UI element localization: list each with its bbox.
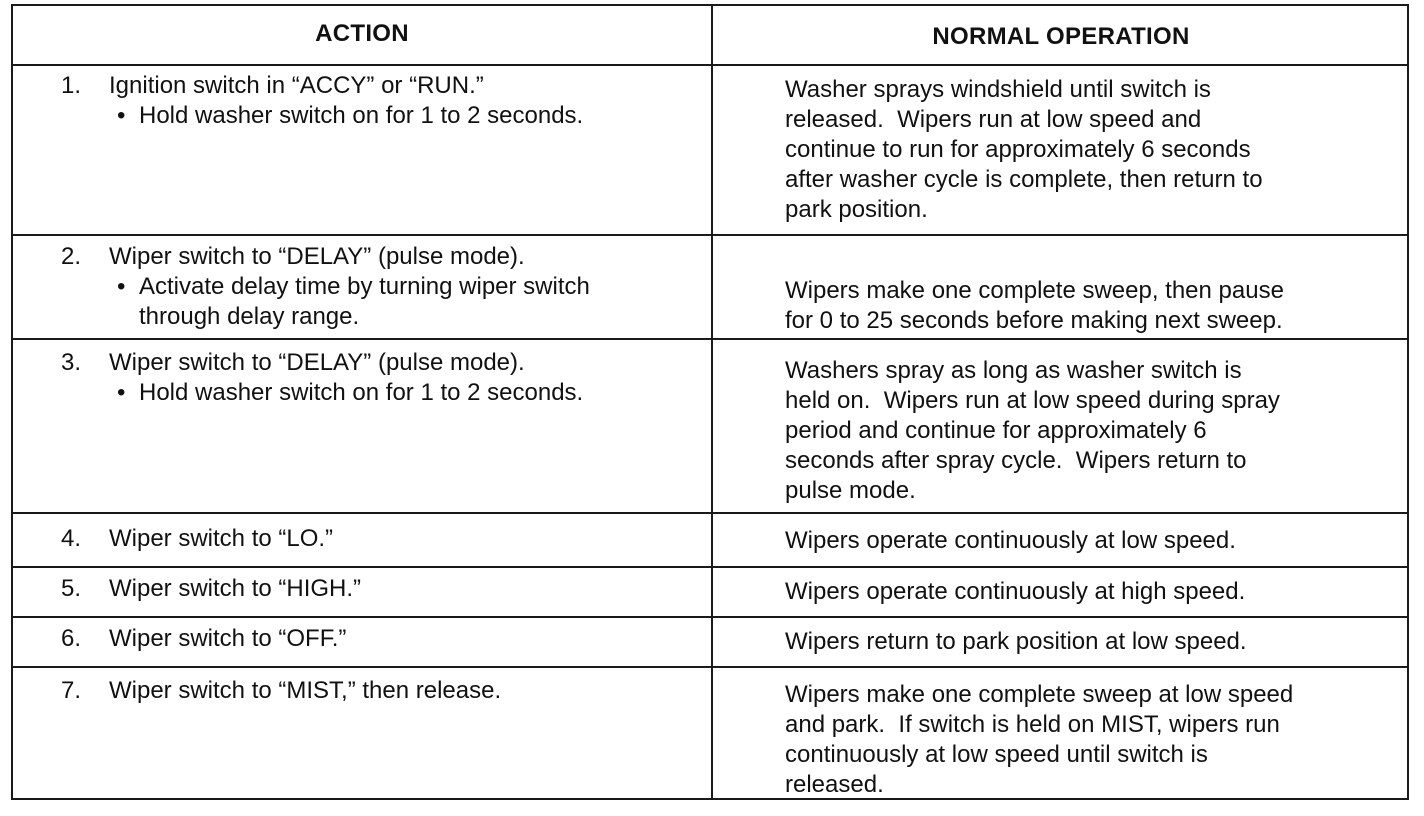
row-operation-line: Wipers make one complete sweep at low speed (785, 681, 1294, 708)
row-number: 1. (61, 72, 82, 99)
row-operation-line: Wipers operate continuously at low speed. (785, 527, 1236, 554)
row-action: Wiper switch to “MIST,” then release. (109, 677, 502, 704)
row-operation-line: continuously at low speed until switch is (785, 741, 1208, 768)
row-action: Wiper switch to “LO.” (109, 525, 334, 552)
bullet-icon: • (117, 102, 126, 129)
table-row (13, 618, 1407, 668)
row-operation-line: held on. Wipers run at low speed during spray (785, 387, 1280, 414)
row-operation-line: Wipers make one complete sweep, then pause (785, 277, 1284, 304)
row-operation-line: pulse mode. (785, 477, 916, 504)
table-row (13, 236, 1407, 340)
row-action: Wiper switch to “DELAY” (pulse mode). (109, 243, 525, 270)
row-sub-action-continued: through delay range. (139, 303, 360, 330)
row-operation-line: released. (785, 771, 884, 798)
row-action: Wiper switch to “HIGH.” (109, 575, 362, 602)
row-number: 3. (61, 349, 82, 376)
header-normal-operation: NORMAL OPERATION (932, 23, 1190, 50)
row-operation-line: released. Wipers run at low speed and (785, 106, 1202, 133)
row-number: 5. (61, 575, 82, 602)
row-action: Wiper switch to “OFF.” (109, 625, 347, 652)
bullet-icon: • (117, 273, 126, 300)
row-operation-line: Washer sprays windshield until switch is (785, 76, 1211, 103)
row-operation-line: Wipers return to park position at low speed. (785, 628, 1247, 655)
bullet-icon: • (117, 379, 126, 406)
row-operation-line: continue to run for approximately 6 seconds (785, 136, 1251, 163)
row-operation-line: period and continue for approximately 6 (785, 417, 1207, 444)
column-divider (711, 6, 713, 798)
row-action: Ignition switch in “ACCY” or “RUN.” (109, 72, 484, 99)
row-action: Wiper switch to “DELAY” (pulse mode). (109, 349, 525, 376)
row-sub-action: • Hold washer switch on for 1 to 2 seconds. (117, 102, 584, 129)
row-sub-action: • Hold washer switch on for 1 to 2 seconds. (117, 379, 584, 406)
row-operation-line: seconds after spray cycle. Wipers return to (785, 447, 1247, 474)
row-number: 4. (61, 525, 82, 552)
table-row (13, 568, 1407, 618)
row-number: 2. (61, 243, 82, 270)
table-row (13, 668, 1407, 798)
row-operation-line: Wipers operate continuously at high speed. (785, 578, 1246, 605)
row-operation-line: park position. (785, 196, 928, 223)
row-operation-line: for 0 to 25 seconds before making next sweep. (785, 307, 1283, 334)
row-operation-line: and park. If switch is held on MIST, wipers run (785, 711, 1280, 738)
header-action: ACTION (315, 20, 409, 47)
header-row (13, 6, 1407, 66)
row-operation-line: Washers spray as long as washer switch is (785, 357, 1242, 384)
table-row (13, 66, 1407, 236)
table-row (13, 514, 1407, 568)
row-number: 6. (61, 625, 82, 652)
row-number: 7. (61, 677, 82, 704)
row-sub-action: • Activate delay time by turning wiper switch (117, 273, 590, 300)
table-row (13, 340, 1407, 514)
wiper-operation-table (11, 4, 1409, 800)
row-operation-line: after washer cycle is complete, then return to (785, 166, 1263, 193)
